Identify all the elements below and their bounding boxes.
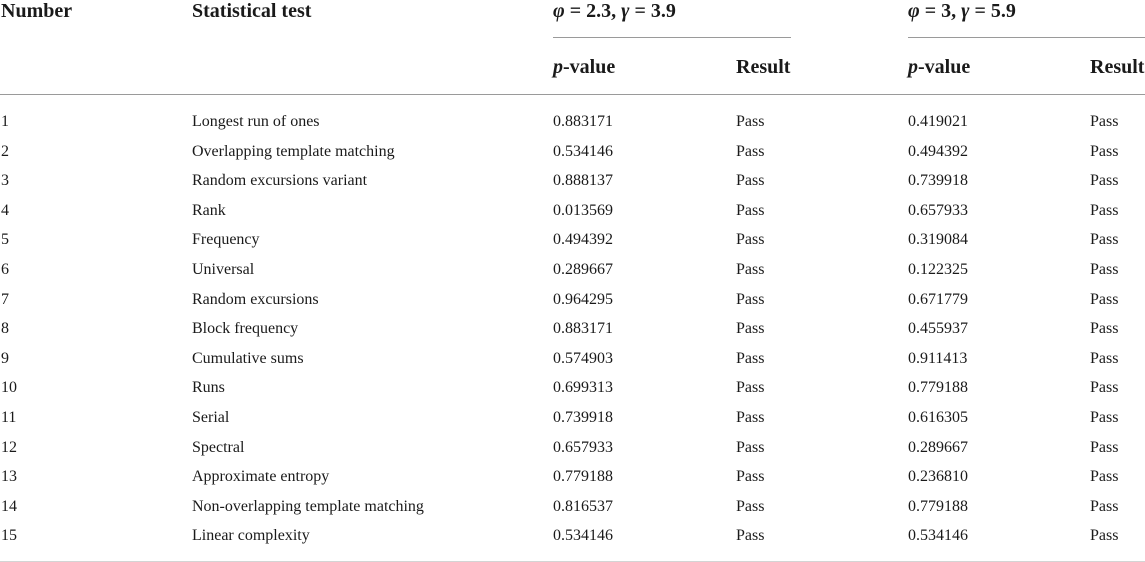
table-row — [0, 378, 1145, 408]
p-value-cell: 0.616305 — [908, 409, 968, 426]
p-value-cell: 0.289667 — [908, 438, 968, 456]
table-row — [0, 349, 1145, 379]
number-cell: 1 — [1, 113, 9, 130]
p-value-cell: 0.419021 — [908, 113, 968, 130]
table-row — [0, 497, 1145, 527]
p-value-cell: 0.816537 — [553, 497, 613, 515]
number-cell: 2 — [1, 142, 9, 160]
gamma-value: = 3.9 — [629, 0, 676, 22]
result-cell: Pass — [736, 290, 765, 308]
header-p-value-2 — [908, 55, 970, 79]
result-cell: Pass — [1090, 172, 1119, 190]
table-row — [0, 319, 1145, 349]
result-cell: Pass — [736, 231, 765, 249]
p-value-cell: 0.779188 — [553, 468, 613, 486]
result-cell: Pass — [736, 261, 765, 278]
test-name-cell: Overlapping template matching — [192, 142, 395, 160]
p-value-cell: 0.699313 — [553, 379, 613, 397]
test-name-cell: Rank — [192, 201, 226, 219]
number-cell: 3 — [1, 172, 9, 190]
table-row — [0, 438, 1145, 468]
test-name-cell: Block frequency — [192, 320, 299, 338]
p-value-cell: 0.739918 — [908, 172, 968, 190]
test-name-cell: Random excursions — [192, 290, 319, 308]
table-row — [0, 467, 1145, 497]
p-value-cell: 0.289667 — [553, 261, 613, 278]
result-cell: Pass — [1090, 201, 1119, 219]
result-cell: Pass — [736, 409, 765, 426]
test-name-cell: Spectral — [192, 438, 245, 456]
test-name-cell: Frequency — [192, 231, 260, 249]
p-value-cell: 0.013569 — [553, 201, 613, 219]
test-name-cell: Linear complexity — [192, 527, 310, 545]
test-name-cell: Universal — [192, 261, 255, 278]
number-cell: 8 — [1, 320, 9, 338]
number-cell: 7 — [1, 290, 9, 308]
table-row — [0, 526, 1145, 556]
table-row — [0, 112, 1145, 142]
p-value-cell: 0.494392 — [553, 231, 613, 249]
p-value-cell: 0.534146 — [553, 142, 613, 160]
table-row — [0, 260, 1145, 290]
test-name-cell: Random excursions variant — [192, 172, 368, 190]
gamma-value: = 5.9 — [969, 0, 1016, 22]
number-cell: 15 — [1, 527, 17, 545]
number-cell: 10 — [1, 379, 17, 397]
result-cell: Pass — [736, 349, 765, 367]
p-value-cell: 0.671779 — [908, 290, 968, 308]
phi-value: = 3, — [919, 0, 962, 22]
p-value-cell: 0.779188 — [908, 497, 968, 515]
number-cell: 9 — [1, 349, 9, 367]
p-value-cell: 0.534146 — [553, 527, 613, 545]
p-value-cell: 0.455937 — [908, 320, 968, 338]
table-row — [0, 290, 1145, 320]
result-cell: Pass — [736, 527, 765, 545]
test-name-cell: Approximate entropy — [192, 468, 330, 486]
gamma-symbol: γ — [621, 0, 630, 22]
table-row — [0, 201, 1145, 231]
p-value-suffix: -value — [563, 56, 616, 78]
header-bottom-rule — [0, 94, 1145, 95]
p-value-cell: 0.319084 — [908, 231, 968, 249]
table-row — [0, 408, 1145, 438]
header-number: Number — [1, 0, 73, 22]
header-result-1: Result — [736, 56, 791, 78]
number-cell: 14 — [1, 497, 17, 515]
header-statistical-test: Statistical test — [192, 0, 312, 22]
p-value-cell: 0.574903 — [553, 349, 613, 367]
header-p-value-1 — [553, 55, 615, 79]
result-cell: Pass — [1090, 320, 1119, 338]
result-cell: Pass — [1090, 379, 1119, 397]
number-cell: 13 — [1, 468, 17, 486]
p-value-cell: 0.534146 — [908, 527, 968, 545]
p-value-cell: 0.657933 — [553, 438, 613, 456]
p-value-suffix: -value — [918, 56, 971, 78]
table-row — [0, 230, 1145, 260]
result-cell: Pass — [1090, 231, 1119, 249]
p-value-cell: 0.883171 — [553, 113, 613, 130]
result-cell: Pass — [736, 113, 765, 130]
group-2-rule — [908, 37, 1145, 38]
p-value-cell: 0.964295 — [553, 290, 613, 308]
result-cell: Pass — [736, 201, 765, 219]
result-cell: Pass — [736, 172, 765, 190]
result-cell: Pass — [1090, 261, 1119, 278]
result-cell: Pass — [736, 497, 765, 515]
p-letter: p — [908, 56, 918, 78]
table-row — [0, 142, 1145, 172]
phi-symbol: φ — [553, 0, 565, 22]
result-cell: Pass — [1090, 142, 1119, 160]
result-cell: Pass — [1090, 113, 1119, 130]
result-cell: Pass — [736, 320, 765, 338]
test-name-cell: Longest run of ones — [192, 113, 320, 130]
header-group-2 — [908, 0, 1016, 23]
number-cell: 11 — [1, 409, 17, 426]
result-cell: Pass — [1090, 468, 1119, 486]
result-cell: Pass — [736, 438, 765, 456]
test-name-cell: Non-overlapping template matching — [192, 497, 424, 515]
number-cell: 4 — [1, 201, 9, 219]
result-cell: Pass — [1090, 409, 1119, 426]
result-cell: Pass — [1090, 497, 1119, 515]
number-cell: 6 — [1, 261, 9, 278]
p-value-cell: 0.779188 — [908, 379, 968, 397]
p-value-cell: 0.657933 — [908, 201, 968, 219]
test-name-cell: Cumulative sums — [192, 349, 304, 367]
header-group-1 — [553, 0, 676, 23]
result-cell: Pass — [736, 379, 765, 397]
p-letter: p — [553, 56, 563, 78]
result-cell: Pass — [736, 142, 765, 160]
result-cell: Pass — [1090, 349, 1119, 367]
p-value-cell: 0.122325 — [908, 261, 968, 278]
test-name-cell: Serial — [192, 409, 230, 426]
header-result-2: Result — [1090, 56, 1145, 78]
group-1-rule — [553, 37, 791, 38]
test-name-cell: Runs — [192, 379, 225, 397]
table-row — [0, 171, 1145, 201]
result-cell: Pass — [1090, 290, 1119, 308]
result-cell: Pass — [1090, 438, 1119, 456]
number-cell: 12 — [1, 438, 17, 456]
p-value-cell: 0.494392 — [908, 142, 968, 160]
phi-value: = 2.3, — [564, 0, 622, 22]
result-cell: Pass — [736, 468, 765, 486]
p-value-cell: 0.883171 — [553, 320, 613, 338]
gamma-symbol: γ — [961, 0, 970, 22]
phi-symbol: φ — [908, 0, 920, 22]
p-value-cell: 0.739918 — [553, 409, 613, 426]
result-cell: Pass — [1090, 527, 1119, 545]
number-cell: 5 — [1, 231, 9, 249]
p-value-cell: 0.888137 — [553, 172, 613, 190]
p-value-cell: 0.236810 — [908, 468, 968, 486]
p-value-cell: 0.911413 — [908, 349, 968, 367]
